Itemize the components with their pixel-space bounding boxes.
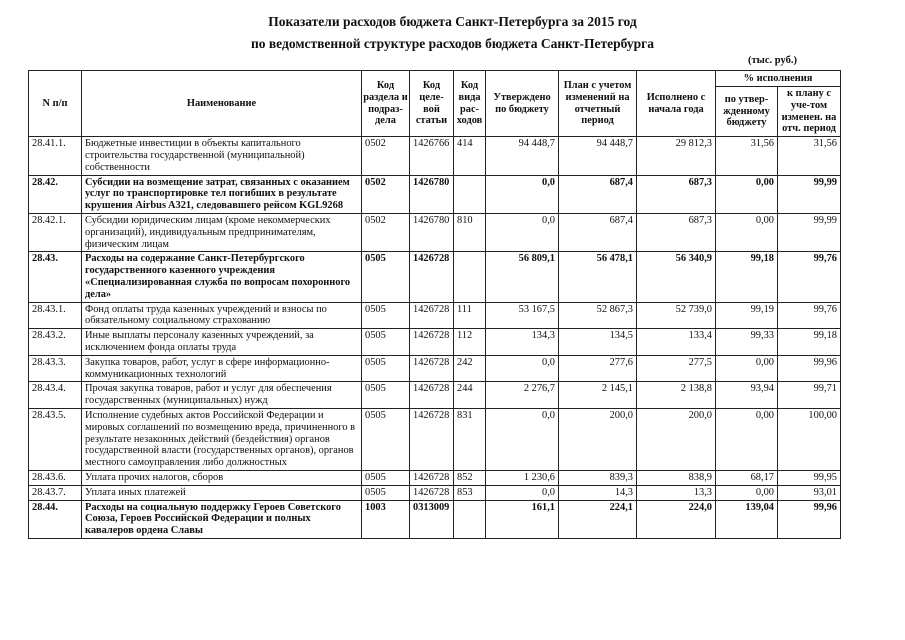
row-target-code: 1426728 [410,382,454,409]
row-approved: 0,0 [486,355,559,382]
table-row [29,382,841,409]
row-approved: 2 276,7 [486,382,559,409]
header-name: Наименование [82,71,362,137]
row-executed: 224,0 [637,500,716,538]
row-kind-code: 112 [454,329,486,356]
row-name: Расходы на содержание Санкт-Петербургского государственного казенного учреждения «Специализированная служба по вопросам похоронного дела» [82,252,362,302]
row-target-code: 1426728 [410,252,454,302]
row-kind-code [454,500,486,538]
row-plan: 687,4 [559,175,637,213]
row-name: Прочая закупка товаров, работ и услуг для обеспечения государственных (муниципальных) нужд [82,382,362,409]
row-plan: 52 867,3 [559,302,637,329]
row-pct-approved: 0,00 [716,485,778,500]
row-section-code: 0505 [362,252,410,302]
header-pct-approved: по утвер-жденному бюджету [716,87,778,137]
row-pct-approved: 93,94 [716,382,778,409]
table-row [29,408,841,470]
row-number: 28.42. [29,175,82,213]
row-executed: 687,3 [637,213,716,251]
row-approved: 1 230,6 [486,470,559,485]
row-kind-code [454,175,486,213]
row-section-code: 0505 [362,329,410,356]
row-approved: 0,0 [486,175,559,213]
row-plan: 134,5 [559,329,637,356]
row-kind-code: 242 [454,355,486,382]
row-executed: 687,3 [637,175,716,213]
row-plan: 839,3 [559,470,637,485]
row-section-code: 0505 [362,470,410,485]
row-target-code: 1426728 [410,329,454,356]
table-row [29,355,841,382]
row-pct-plan: 99,96 [778,500,841,538]
row-name: Расходы на социальную поддержку Героев Советского Союза, Героев Российской Федерации и полных кавалеров ордена Славы [82,500,362,538]
row-pct-plan: 99,96 [778,355,841,382]
report-title: Показатели расходов бюджета Санкт-Петербурга за 2015 год [268,14,637,29]
row-approved: 134,3 [486,329,559,356]
row-executed: 2 138,8 [637,382,716,409]
row-plan: 2 145,1 [559,382,637,409]
row-target-code: 0313009 [410,500,454,538]
row-plan: 14,3 [559,485,637,500]
row-pct-plan: 99,76 [778,252,841,302]
row-name: Субсидии на возмещение затрат, связанных с оказанием услуг по транспортировке тел погибших в результате крушения Airbus A321, следовавшего рейсом KGL9268 [82,175,362,213]
table-row [29,175,841,213]
header-section: Код раздела и подраз-дела [362,71,410,137]
row-target-code: 1426728 [410,355,454,382]
row-target-code: 1426780 [410,213,454,251]
row-name: Уплата иных платежей [82,485,362,500]
table-row [29,329,841,356]
row-kind-code: 831 [454,408,486,470]
row-name: Фонд оплаты труда казенных учреждений и взносы по обязательному социальному страхованию [82,302,362,329]
row-plan: 277,6 [559,355,637,382]
row-target-code: 1426728 [410,470,454,485]
row-pct-approved: 0,00 [716,213,778,251]
row-pct-approved: 99,33 [716,329,778,356]
row-number: 28.43.1. [29,302,82,329]
row-section-code: 0502 [362,213,410,251]
table-row [29,137,841,175]
header-pct-plan: к плану с уче-том изменен. на отч. период [778,87,841,137]
row-kind-code: 414 [454,137,486,175]
row-number: 28.43.7. [29,485,82,500]
row-name: Субсидии юридическим лицам (кроме некоммерческих организаций), индивидуальным предпринимателям, физическим лицам [82,213,362,251]
table-row [29,470,841,485]
row-number: 28.41.1. [29,137,82,175]
row-number: 28.43.4. [29,382,82,409]
row-section-code: 0502 [362,137,410,175]
row-pct-approved: 31,56 [716,137,778,175]
row-pct-plan: 99,76 [778,302,841,329]
row-pct-approved: 99,19 [716,302,778,329]
row-pct-approved: 0,00 [716,408,778,470]
row-pct-plan: 93,01 [778,485,841,500]
row-approved: 0,0 [486,213,559,251]
row-approved: 94 448,7 [486,137,559,175]
row-executed: 838,9 [637,470,716,485]
table-row [29,302,841,329]
row-executed: 29 812,3 [637,137,716,175]
row-kind-code [454,252,486,302]
row-section-code: 0502 [362,175,410,213]
row-kind-code: 853 [454,485,486,500]
row-pct-approved: 0,00 [716,355,778,382]
row-pct-approved: 139,04 [716,500,778,538]
row-name: Бюджетные инвестиции в объекты капитального строительства государственной (муниципальной) собственности [82,137,362,175]
units-label: (тыс. руб.) [748,55,797,66]
row-name: Уплата прочих налогов, сборов [82,470,362,485]
row-approved: 161,1 [486,500,559,538]
header-approved: Утверждено по бюджету [486,71,559,137]
row-name: Исполнение судебных актов Российской Федерации и мировых соглашений по возмещению вреда, причиненного в результате незаконных действий (бездействия) органов государственной власти (государственных органов), органов местного самоуправления либо должностных [82,408,362,470]
row-kind-code: 852 [454,470,486,485]
row-pct-plan: 99,99 [778,175,841,213]
row-pct-plan: 99,95 [778,470,841,485]
table-row [29,252,841,302]
row-plan: 687,4 [559,213,637,251]
row-name: Закупка товаров, работ, услуг в сфере информационно-коммуникационных технологий [82,355,362,382]
row-target-code: 1426780 [410,175,454,213]
row-executed: 200,0 [637,408,716,470]
header-plan: План с учетом изменений на отчетный период [559,71,637,137]
row-section-code: 1003 [362,500,410,538]
row-number: 28.42.1. [29,213,82,251]
row-number: 28.43. [29,252,82,302]
budget-table [28,70,841,539]
row-approved: 56 809,1 [486,252,559,302]
row-number: 28.43.2. [29,329,82,356]
row-executed: 277,5 [637,355,716,382]
table-header [29,71,841,137]
row-executed: 13,3 [637,485,716,500]
row-pct-plan: 100,00 [778,408,841,470]
row-number: 28.44. [29,500,82,538]
row-pct-plan: 31,56 [778,137,841,175]
row-target-code: 1426728 [410,408,454,470]
row-section-code: 0505 [362,485,410,500]
report-subtitle: по ведомственной структуре расходов бюджета Санкт-Петербурга [250,36,655,51]
row-section-code: 0505 [362,355,410,382]
row-pct-approved: 99,18 [716,252,778,302]
row-pct-approved: 68,17 [716,470,778,485]
row-kind-code: 244 [454,382,486,409]
table-row [29,213,841,251]
row-pct-plan: 99,71 [778,382,841,409]
row-plan: 56 478,1 [559,252,637,302]
row-section-code: 0505 [362,408,410,470]
row-section-code: 0505 [362,382,410,409]
row-name: Иные выплаты персоналу казенных учреждений, за исключением фонда оплаты труда [82,329,362,356]
row-approved: 0,0 [486,485,559,500]
row-pct-approved: 0,00 [716,175,778,213]
row-approved: 0,0 [486,408,559,470]
row-section-code: 0505 [362,302,410,329]
row-plan: 200,0 [559,408,637,470]
table-row [29,500,841,538]
row-number: 28.43.6. [29,470,82,485]
row-executed: 133,4 [637,329,716,356]
row-kind-code: 111 [454,302,486,329]
row-target-code: 1426728 [410,302,454,329]
row-kind-code: 810 [454,213,486,251]
header-pct-group: % исполнения [716,71,841,87]
header-num: N п/п [29,71,82,137]
row-number: 28.43.5. [29,408,82,470]
table-row [29,485,841,500]
row-executed: 52 739,0 [637,302,716,329]
header-executed: Исполнено с начала года [637,71,716,137]
row-executed: 56 340,9 [637,252,716,302]
row-number: 28.43.3. [29,355,82,382]
table-body [29,137,841,539]
row-target-code: 1426728 [410,485,454,500]
row-target-code: 1426766 [410,137,454,175]
row-approved: 53 167,5 [486,302,559,329]
row-plan: 224,1 [559,500,637,538]
header-target: Код целе-вой статьи [410,71,454,137]
row-pct-plan: 99,18 [778,329,841,356]
row-pct-plan: 99,99 [778,213,841,251]
header-kind: Код вида рас-ходов [454,71,486,137]
row-plan: 94 448,7 [559,137,637,175]
